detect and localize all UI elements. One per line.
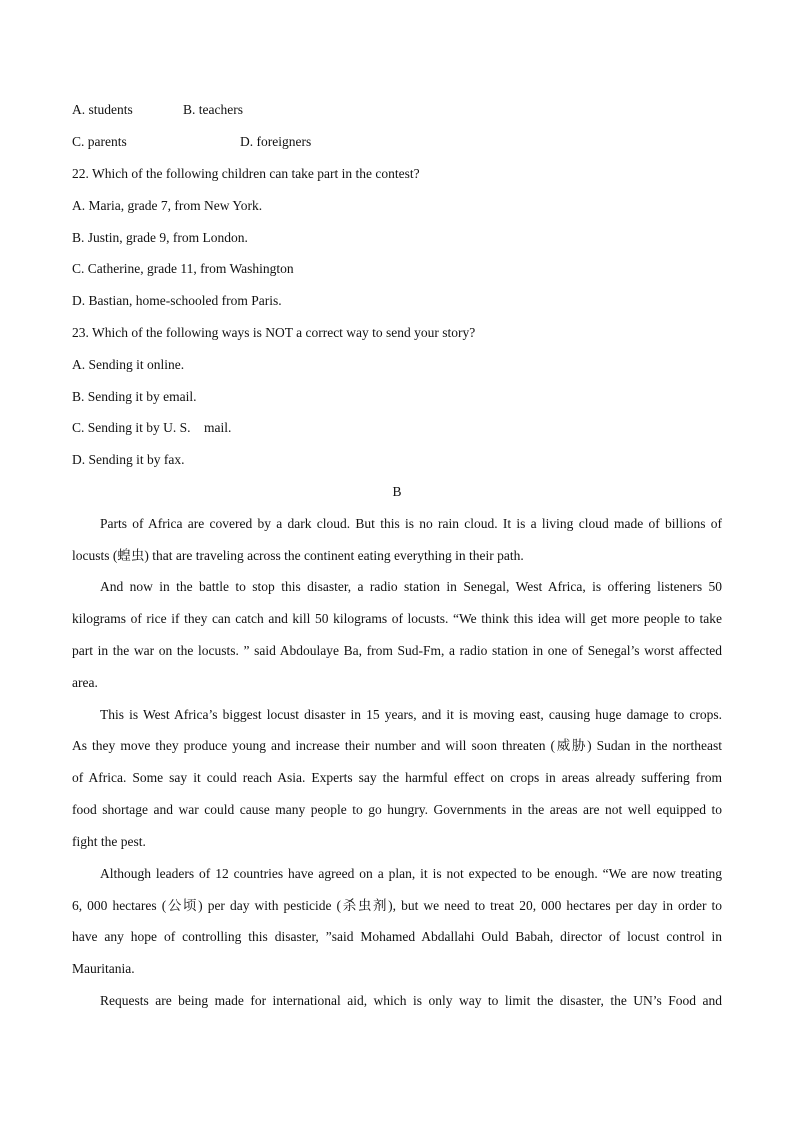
q22-option-a: A. Maria, grade 7, from New York. xyxy=(72,198,263,213)
para-2-line-3: part in the war on the locusts. ” said Abdoulaye Ba, from Sud-Fm, a radio station in one of Senegal’s worst affected xyxy=(72,643,722,658)
para-1-line-1: Parts of Africa are covered by a dark cloud. But this is no rain cloud. It is a living cloud made of billions of xyxy=(100,516,722,531)
q23-option-a: A. Sending it online. xyxy=(72,357,185,372)
para-2-line-1: And now in the battle to stop this disaster, a radio station in Senegal, West Africa, is offering listeners 50 xyxy=(100,579,722,594)
section-b-heading: B xyxy=(392,484,402,499)
q22-option-c: C. Catherine, grade 11, from Washington xyxy=(72,261,294,276)
para-3-line-4: food shortage and war could cause many people to go hungry. Governments in the areas are not well equipped to xyxy=(72,802,722,817)
q22-option-b: B. Justin, grade 9, from London. xyxy=(72,230,248,245)
q23-option-c: C. Sending it by U. S. mail. xyxy=(72,420,232,435)
para-3-line-5: fight the pest. xyxy=(72,834,146,849)
q23-option-b: B. Sending it by email. xyxy=(72,389,197,404)
para-1-line-2: locusts (蝗虫) that are traveling across the continent eating everything in their path. xyxy=(72,548,524,563)
para-4-line-1: Although leaders of 12 countries have agreed on a plan, it is not expected to be enough. “We are now treating xyxy=(100,866,722,881)
q22-option-d: D. Bastian, home-schooled from Paris. xyxy=(72,293,282,308)
q22-question: 22. Which of the following children can take part in the contest? xyxy=(72,166,420,181)
para-4-line-2: 6, 000 hectares (公顷) per day with pesticide (杀虫剂), but we need to treat 20, 000 hectares per day in order to xyxy=(72,898,722,913)
para-4-line-3: have any hope of controlling this disaster, ”said Mohamed Abdallahi Ould Babah, director of locust control in xyxy=(72,929,722,944)
para-3-line-1: This is West Africa’s biggest locust disaster in 15 years, and it is moving east, causing huge damage to crops. xyxy=(100,707,722,722)
q21-option-d: D. foreigners xyxy=(240,134,312,149)
para-2-line-4: area. xyxy=(72,675,98,690)
para-2-line-2: kilograms of rice if they can catch and kill 50 kilograms of locusts. “We think this idea will get more people to take xyxy=(72,611,722,626)
para-5-line-1: Requests are being made for international aid, which is only way to limit the disaster, the UN’s Food and xyxy=(100,993,722,1008)
q21-option-a: A. students xyxy=(72,102,133,117)
para-3-line-2: As they move they produce young and increase their number and will soon threaten (威胁) Sudan in the northeast xyxy=(72,738,722,753)
q21-option-b: B. teachers xyxy=(183,102,243,117)
q23-question: 23. Which of the following ways is NOT a correct way to send your story? xyxy=(72,325,476,340)
q21-option-c: C. parents xyxy=(72,134,127,149)
para-3-line-3: of Africa. Some say it could reach Asia. Experts say the harmful effect on crops in areas already suffering from xyxy=(72,770,722,785)
para-4-line-4: Mauritania. xyxy=(72,961,135,976)
q23-option-d: D. Sending it by fax. xyxy=(72,452,185,467)
